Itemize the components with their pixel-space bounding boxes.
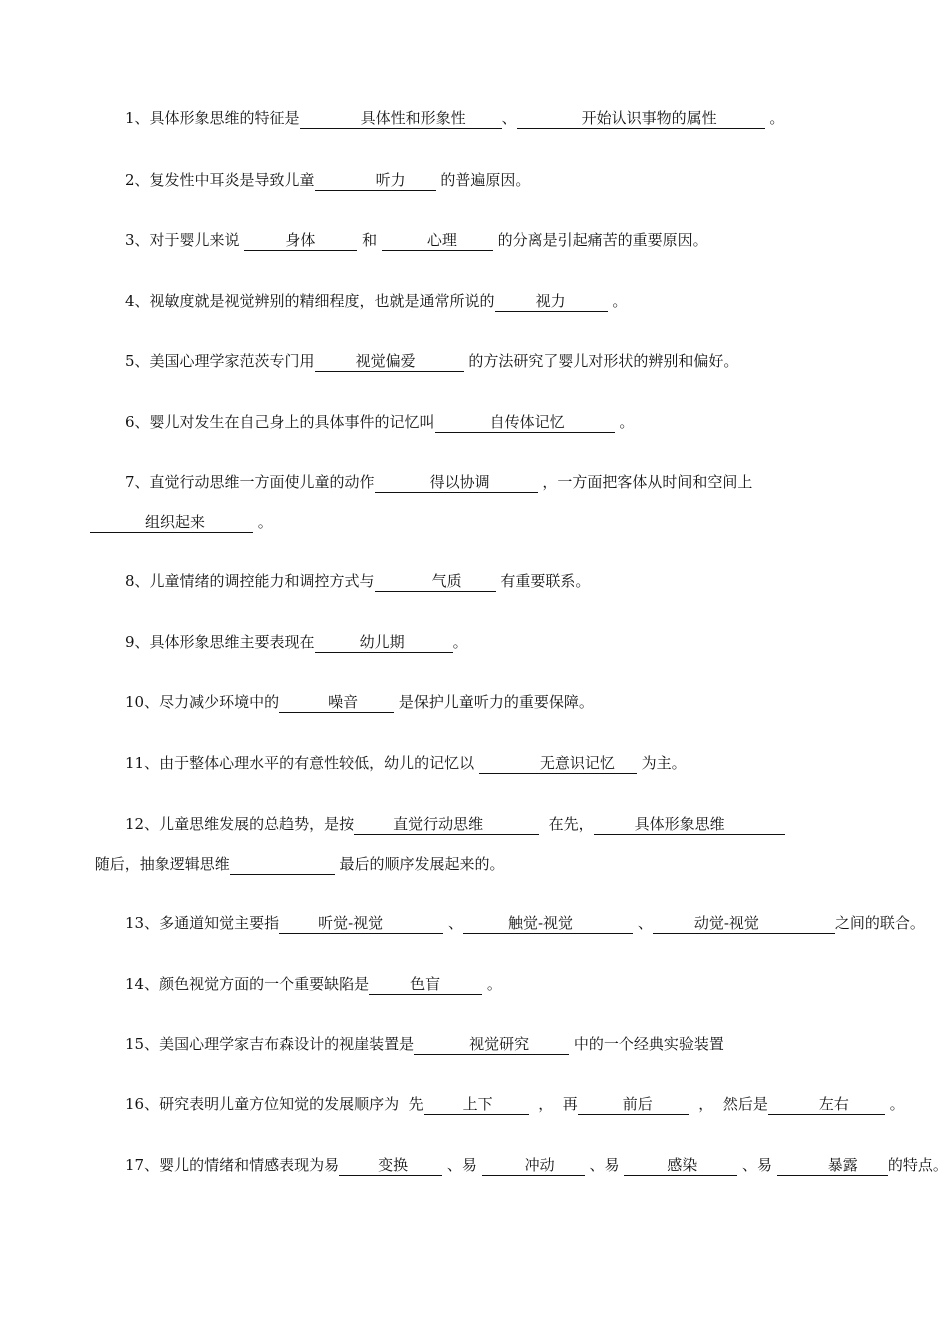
answer-blank — [315, 172, 436, 191]
question-text: 、易 — [584, 1156, 625, 1174]
question-6 — [90, 402, 862, 442]
answer-text: 噪音 — [328, 693, 359, 711]
question-text: 儿童思维发展的总趋势，是按 — [159, 815, 355, 833]
answer-blank — [339, 1157, 442, 1176]
question-text: 美国心理学家吉布森设计的视崖装置是 — [159, 1035, 415, 1053]
question-text: 。 — [607, 292, 628, 310]
answer-text: 左右 — [818, 1095, 849, 1113]
answer-text: 听力 — [375, 171, 406, 189]
question-2 — [90, 160, 862, 200]
answer-text: 组织起来 — [145, 513, 206, 531]
answer-blank — [244, 232, 357, 251]
answer-blank — [382, 232, 493, 251]
question-text: 对于婴儿来说 — [149, 231, 245, 249]
answer-text: 自传体记忆 — [489, 413, 565, 431]
question-text: 的分离是引起痛苦的重要原因。 — [492, 231, 708, 249]
answer-text: 动觉-视觉 — [693, 914, 759, 932]
question-text: 颜色视觉方面的一个重要缺陷是 — [159, 975, 370, 993]
question-1 — [90, 98, 862, 138]
answer-blank — [594, 816, 785, 835]
question-text: 中的一个经典实验装置 — [569, 1035, 724, 1053]
question-number: 1、 — [125, 109, 150, 127]
question-text: 最后的顺序发展起来的。 — [334, 855, 505, 873]
question-number: 14、 — [125, 975, 160, 993]
answer-text: 视觉研究 — [469, 1035, 530, 1053]
question-text: 婴儿对发生在自己身上的具体事件的记忆叫 — [149, 413, 435, 431]
question-9 — [90, 622, 862, 662]
answer-text: 变换 — [378, 1156, 409, 1174]
answer-text: 心理 — [426, 231, 457, 249]
question-text: 。 — [482, 975, 502, 993]
answer-text: 气质 — [431, 572, 462, 590]
question-text: 研究表明儿童方位知觉的发展顺序为 先 — [159, 1095, 424, 1113]
question-3 — [90, 220, 862, 260]
question-number: 6、 — [125, 413, 150, 431]
answer-blank — [279, 694, 394, 713]
answer-text: 具体性和形象性 — [360, 109, 466, 127]
question-text: 多通道知觉主要指 — [159, 914, 280, 932]
answer-text: 上下 — [462, 1095, 493, 1113]
question-text: 婴儿的情绪和情感表现为易 — [159, 1156, 340, 1174]
answer-blank — [315, 634, 453, 653]
answer-text: 身体 — [285, 231, 316, 249]
question-10 — [90, 682, 862, 722]
question-number: 9、 — [125, 633, 150, 651]
answer-text: 得以协调 — [429, 473, 490, 491]
question-text: 为主。 — [636, 754, 687, 772]
answer-text: 幼儿期 — [359, 633, 405, 651]
answer-blank — [777, 1157, 888, 1176]
answer-blank — [517, 110, 765, 129]
answer-text: 前后 — [622, 1095, 653, 1113]
question-number: 5、 — [125, 352, 150, 370]
question-text: 的方法研究了婴儿对形状的辨别和偏好。 — [463, 352, 739, 370]
question-text: 随后，抽象逻辑思维 — [90, 855, 230, 873]
question-text: 和 — [357, 231, 382, 249]
answer-text: 无意识记忆 — [539, 754, 615, 772]
answer-blank — [463, 915, 633, 934]
question-text: ，一方面把客体从时间和空间上 — [537, 473, 753, 491]
answer-blank — [768, 1096, 885, 1115]
question-text: 具体形象思维主要表现在 — [149, 633, 315, 651]
question-text: 。 — [614, 413, 635, 431]
question-text: 由于整体心理水平的有意性较低，幼儿的记忆以 — [159, 754, 479, 772]
answer-blank — [578, 1096, 689, 1115]
question-text: 复发性中耳炎是导致儿童 — [149, 171, 315, 189]
answer-text: 触觉-视觉 — [507, 914, 574, 932]
answer-text: 视觉偏爱 — [355, 352, 416, 370]
question-number: 4、 — [125, 292, 150, 310]
question-number: 12、 — [125, 815, 160, 833]
answer-text: 听觉-视觉 — [318, 914, 384, 932]
question-text: 美国心理学家范茨专门用 — [149, 352, 315, 370]
answer-text: 直觉行动思维 — [393, 815, 484, 833]
answer-blank — [279, 915, 443, 934]
answer-blank — [230, 856, 335, 875]
question-text: ， 再 — [528, 1095, 578, 1113]
question-number: 3、 — [125, 231, 150, 249]
answer-blank — [653, 915, 835, 934]
question-7 — [90, 462, 862, 542]
question-text: 、 — [633, 914, 653, 932]
answer-text: 开始认识事物的属性 — [581, 109, 717, 127]
answer-blank — [624, 1157, 737, 1176]
question-text: 有重要联系。 — [495, 572, 591, 590]
answer-blank — [375, 474, 538, 493]
answer-blank — [482, 1157, 585, 1176]
answer-blank — [315, 353, 464, 372]
answer-blank — [495, 293, 608, 312]
question-text: 、易 — [442, 1156, 482, 1174]
question-number: 15、 — [125, 1035, 160, 1053]
answer-text: 视力 — [535, 292, 566, 310]
answer-text: 具体形象思维 — [634, 815, 725, 833]
question-text: 。 — [253, 513, 273, 531]
answer-text: 冲动 — [524, 1156, 555, 1174]
question-11 — [90, 743, 862, 783]
answer-blank — [479, 755, 637, 774]
question-text: 、 — [501, 109, 517, 127]
question-4 — [90, 281, 862, 321]
answer-blank — [375, 573, 496, 592]
question-number: 10、 — [125, 693, 160, 711]
question-text: 直觉行动思维一方面使儿童的动作 — [149, 473, 375, 491]
answer-text: 色盲 — [410, 975, 441, 993]
question-text: 、 — [443, 914, 463, 932]
question-5 — [90, 341, 862, 381]
question-17 — [90, 1145, 948, 1185]
answer-blank — [435, 414, 615, 433]
answer-blank — [424, 1096, 529, 1115]
question-text: 具体形象思维的特征是 — [149, 109, 300, 127]
question-text: ， 然后是 — [688, 1095, 768, 1113]
question-text: 的普遍原因。 — [435, 171, 531, 189]
question-text: 在先， — [539, 815, 594, 833]
question-text: 尽力减少环境中的 — [159, 693, 280, 711]
question-8 — [90, 561, 862, 601]
question-text: 。 — [764, 109, 785, 127]
question-text: 的特点。 — [887, 1156, 948, 1174]
question-16 — [90, 1084, 905, 1124]
answer-blank — [354, 816, 539, 835]
answer-blank — [414, 1036, 569, 1055]
question-text: 之间的联合。 — [834, 914, 925, 932]
question-12 — [90, 804, 862, 884]
question-text: 、易 — [737, 1156, 777, 1174]
answer-text: 感染 — [667, 1156, 698, 1174]
answer-blank — [369, 976, 482, 995]
question-14 — [90, 964, 862, 1004]
question-number: 7、 — [125, 473, 150, 491]
answer-blank — [300, 110, 502, 129]
question-number: 16、 — [125, 1095, 160, 1113]
question-text: 儿童情绪的调控能力和调控方式与 — [149, 572, 375, 590]
question-15 — [90, 1024, 862, 1064]
question-text: 是保护儿童听力的重要保障。 — [394, 693, 594, 711]
answer-blank — [90, 514, 253, 533]
question-text: 视敏度就是视觉辨别的精细程度，也就是通常所说的 — [149, 292, 495, 310]
question-number: 2、 — [125, 171, 150, 189]
question-text: 。 — [884, 1095, 905, 1113]
question-13 — [90, 903, 925, 943]
question-text: 。 — [452, 633, 468, 651]
answer-text: 暴露 — [827, 1156, 858, 1174]
question-number: 11、 — [125, 754, 160, 772]
question-number: 17、 — [125, 1156, 160, 1174]
question-number: 13、 — [125, 914, 160, 932]
question-number: 8、 — [125, 572, 150, 590]
